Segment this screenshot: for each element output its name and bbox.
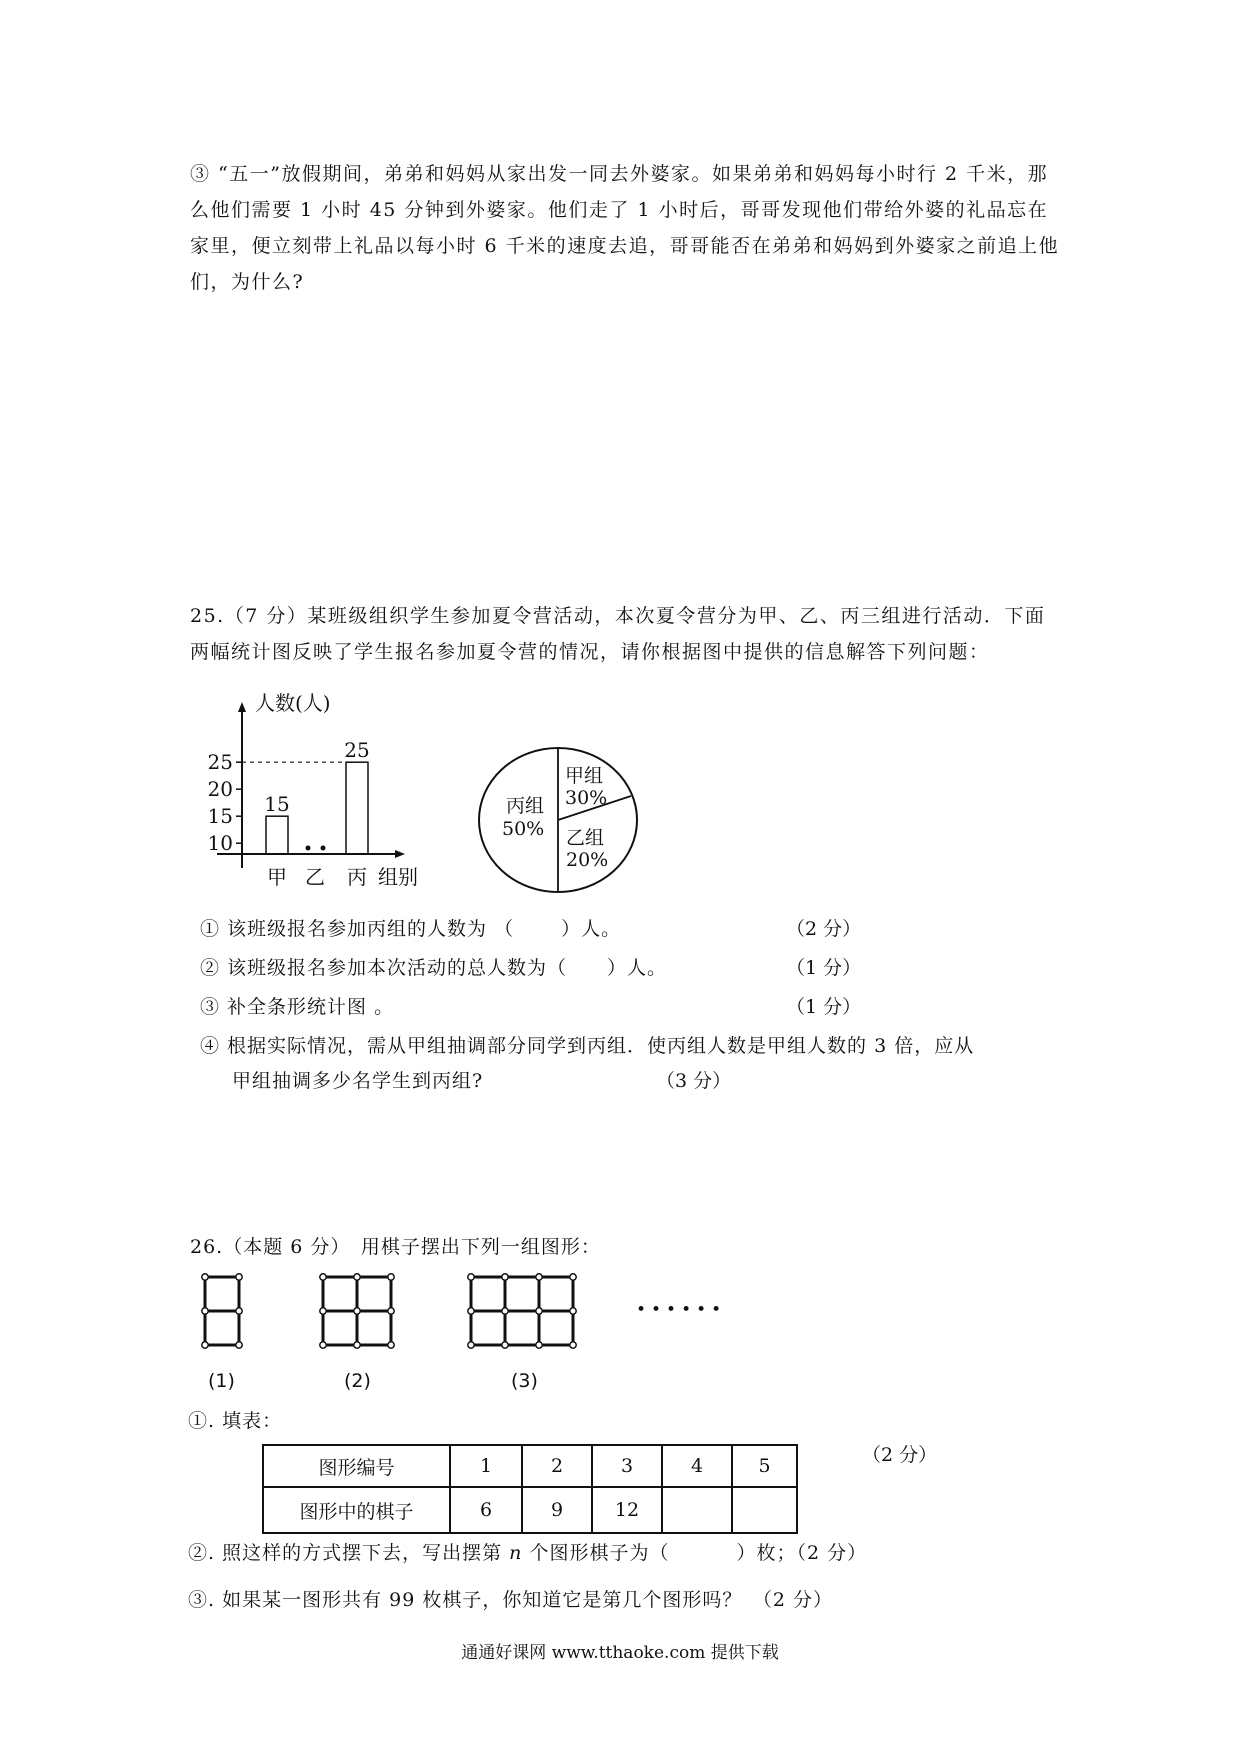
category-labels bbox=[267, 865, 367, 889]
y-tick-label: 25 bbox=[207, 750, 233, 775]
x-axis-label: 组别 bbox=[378, 865, 418, 889]
q26-question-2-pre: ②. 照这样的方式摆下去，写出摆第 bbox=[188, 1542, 503, 1564]
figure-label-2: (2) bbox=[344, 1370, 371, 1392]
bar-0 bbox=[266, 816, 288, 854]
bar-data-label: 15 bbox=[264, 792, 290, 817]
figures-ellipsis: •••••• bbox=[636, 1300, 727, 1320]
q25-score-3: （1 分） bbox=[786, 996, 862, 1018]
q26-question-2-post: 个图形棋子为（ ）枚；（2 分） bbox=[529, 1542, 868, 1564]
q26-intro: 26.（本题 6 分） 用棋子摆出下列一组图形： bbox=[190, 1236, 601, 1258]
chess-piece-dot bbox=[570, 1342, 576, 1348]
x-axis-arrow bbox=[395, 850, 405, 858]
table-cell: 12 bbox=[592, 1487, 662, 1533]
q25-question-4-line2: 甲组抽调多少名学生到丙组? bbox=[232, 1070, 484, 1092]
category-label: 乙 bbox=[305, 865, 325, 889]
q25-question-3: ③ 补全条形统计图 。 bbox=[200, 996, 395, 1018]
chess-piece-dot bbox=[502, 1274, 508, 1280]
chess-piece-dot bbox=[202, 1274, 208, 1280]
chess-piece-dot bbox=[388, 1308, 394, 1314]
y-axis-arrow bbox=[238, 702, 246, 712]
chess-piece-dot bbox=[502, 1308, 508, 1314]
table-header-pieces: 图形中的棋子 bbox=[263, 1487, 450, 1533]
chess-piece-dot bbox=[536, 1274, 542, 1280]
category-label: 甲 bbox=[267, 865, 287, 889]
pie-percent-yi: 20% bbox=[566, 849, 609, 871]
chess-figure-2 bbox=[318, 1272, 408, 1354]
table-header-figure-number: 图形编号 bbox=[263, 1445, 450, 1487]
figure-label-3: (3) bbox=[511, 1370, 538, 1392]
table-cell: 9 bbox=[522, 1487, 592, 1533]
table-cell: 6 bbox=[450, 1487, 522, 1533]
table-cell: 2 bbox=[522, 1445, 592, 1487]
chess-piece-dot bbox=[320, 1342, 326, 1348]
chess-piece-dot bbox=[236, 1308, 242, 1314]
table-cell: 4 bbox=[662, 1445, 732, 1487]
bar-data-label: 25 bbox=[344, 738, 370, 763]
chess-piece-dot bbox=[502, 1342, 508, 1348]
table-cell-blank[interactable] bbox=[662, 1487, 732, 1533]
chess-piece-dot bbox=[388, 1274, 394, 1280]
pie-label-bing: 丙组 bbox=[506, 795, 545, 817]
y-ticks bbox=[208, 750, 242, 855]
pie-label-jia: 甲组 bbox=[565, 765, 604, 787]
chess-piece-dot bbox=[468, 1308, 474, 1314]
pieces-table bbox=[262, 1444, 798, 1534]
pie-chart bbox=[476, 740, 646, 895]
chess-piece-dot bbox=[320, 1308, 326, 1314]
chess-piece-dot bbox=[236, 1342, 242, 1348]
chess-piece-dot bbox=[202, 1342, 208, 1348]
table-cell: 5 bbox=[732, 1445, 797, 1487]
chess-figure-1 bbox=[200, 1272, 250, 1354]
table-cell: 1 bbox=[450, 1445, 522, 1487]
bars bbox=[264, 738, 369, 854]
pie-percent-bing: 50% bbox=[502, 818, 545, 840]
table-cell: 3 bbox=[592, 1445, 662, 1487]
bar-2 bbox=[346, 762, 368, 854]
chess-piece-dot bbox=[388, 1342, 394, 1348]
footer-text: 通通好课网 www.tthaoke.com 提供下载 bbox=[461, 1643, 779, 1663]
partial-mark bbox=[306, 846, 311, 851]
chess-piece-dot bbox=[570, 1308, 576, 1314]
figure-label-1: (1) bbox=[208, 1370, 235, 1392]
q26-question-2 bbox=[188, 1538, 867, 1565]
category-label: 丙 bbox=[347, 865, 367, 889]
chess-piece-dot bbox=[536, 1342, 542, 1348]
y-tick-label: 10 bbox=[207, 831, 233, 856]
chess-piece-dot bbox=[236, 1274, 242, 1280]
q25-score-4: （3 分） bbox=[656, 1070, 732, 1092]
q25-question-4-line1: ④ 根据实际情况，需从甲组抽调部分同学到丙组．使丙组人数是甲组人数的 3 倍，应从 bbox=[200, 1035, 975, 1057]
chess-piece-dot bbox=[354, 1342, 360, 1348]
q25-score-1: （2 分） bbox=[786, 918, 862, 940]
chess-piece-dot bbox=[354, 1308, 360, 1314]
y-tick-label: 20 bbox=[207, 777, 233, 802]
q26-question-3: ③. 如果某一图形共有 99 枚棋子，你知道它是第几个图形吗？ （2 分） bbox=[188, 1589, 833, 1611]
table-cell-blank[interactable] bbox=[732, 1487, 797, 1533]
q25-score-2: （1 分） bbox=[786, 957, 862, 979]
chess-figure-3 bbox=[466, 1272, 590, 1354]
q25-intro: 25.（7 分）某班级组织学生参加夏令营活动，本次夏令营分为甲、乙、丙三组进行活动．下面两幅统计图反映了学生报名参加夏令营的情况，请你根据图中提供的信息解答下列问题： bbox=[190, 605, 1046, 663]
chess-piece-dot bbox=[354, 1274, 360, 1280]
chess-piece-dot bbox=[536, 1308, 542, 1314]
q26-fill-label: ①. 填表： bbox=[188, 1410, 283, 1432]
y-axis-label: 人数(人) bbox=[255, 691, 331, 715]
q24-part3-text: ③ “五一”放假期间，弟弟和妈妈从家出发一同去外婆家。如果弟弟和妈妈每小时行 2 千米，那么他们需要 1 小时 45 分钟到外婆家。他们走了 1 小时后，哥哥发现他们带给外婆的礼品忘在家里，便立刻带上礼品以每小时 6 千米的速度去追，哥哥能否在弟弟和妈妈到外婆家之前追上他们，为什么? bbox=[190, 163, 1060, 293]
pie-label-yi: 乙组 bbox=[566, 827, 605, 849]
variable-n: n bbox=[509, 1542, 523, 1564]
q25-question-1: ① 该班级报名参加丙组的人数为 （ ）人。 bbox=[200, 918, 622, 940]
chess-piece-dot bbox=[320, 1274, 326, 1280]
chess-piece-dot bbox=[570, 1274, 576, 1280]
pie-percent-jia: 30% bbox=[565, 787, 608, 809]
bar-chart bbox=[205, 690, 445, 890]
y-tick-label: 15 bbox=[207, 804, 233, 829]
chess-piece-dot bbox=[468, 1342, 474, 1348]
partial-mark bbox=[321, 846, 326, 851]
chess-piece-dot bbox=[202, 1308, 208, 1314]
table-score: （2 分） bbox=[862, 1444, 938, 1466]
table-row bbox=[263, 1445, 797, 1487]
chess-piece-dot bbox=[468, 1274, 474, 1280]
table-row bbox=[263, 1487, 797, 1533]
q25-question-2: ② 该班级报名参加本次活动的总人数为（ ）人。 bbox=[200, 957, 668, 979]
